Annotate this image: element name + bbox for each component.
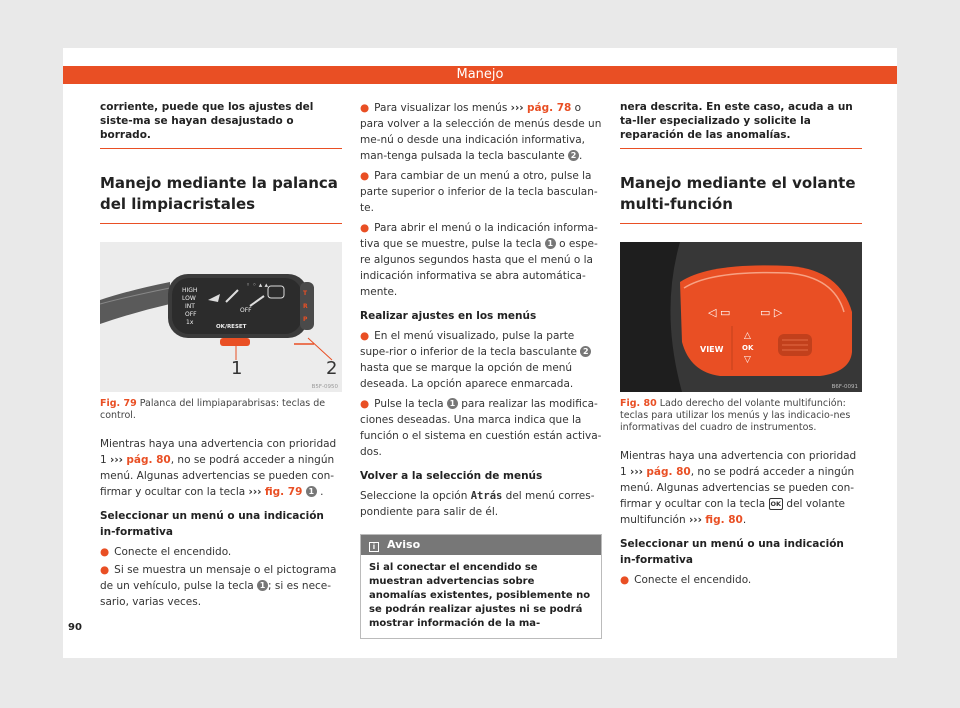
link-fig-79[interactable]: fig. 79 <box>264 486 303 498</box>
lever-label-low: LOW <box>182 295 196 302</box>
chapter-header: Manejo <box>63 66 897 84</box>
key-badge-1: 1 <box>447 398 458 409</box>
lever-label-off: OFF <box>185 311 197 318</box>
notice-continuation: nera descrita. En este caso, acuda a un ta-ller especializado y solicite la reparación de las anomalías. <box>620 101 853 141</box>
figure-code: B6F-0091 <box>831 384 858 390</box>
ok-key-icon: OK <box>770 500 782 508</box>
lever-side-r: R <box>303 303 308 310</box>
section-title-multifunction-wheel: Manejo mediante el volante multi-función <box>620 173 862 224</box>
lever-side-p: P <box>303 316 308 323</box>
notice-text: Si al conectar el encendido se muestran advertencias sobre anomalías existentes, posiblemente no se podrán realizar ajustes ni se podrá mostrar información de la ma- <box>369 562 591 629</box>
svg-text:◁ ▭: ◁ ▭ <box>708 306 731 319</box>
link-pag-78[interactable]: pág. 78 <box>526 102 572 114</box>
link-pag-80[interactable]: pág. 80 <box>126 454 171 466</box>
figure-80 <box>620 242 862 392</box>
bullet-ignition: ● Conecte el encendido. <box>620 574 752 586</box>
lever-side-t: T <box>303 290 308 297</box>
caption-text: Lado derecho del volante multifunción: teclas para utilizar los menús y las indicacio-nes informativas del cuadro de instrumentos. <box>620 398 851 433</box>
bullet-view-menus: ● Para visualizar los menús ››› pág. 78 o para volver a la selección de menús desde un me-nú o desde una indicación informativa, man-tenga pulsada la tecla basculante 2 . <box>360 102 602 162</box>
figure-79 <box>100 242 342 392</box>
callout-1: 1 <box>231 358 243 379</box>
wheel-view-label: VIEW <box>700 345 724 354</box>
section-title-wiper-lever: Manejo mediante la palanca del limpiacristales <box>100 173 342 224</box>
caption-label: Fig. 79 <box>100 398 137 409</box>
notice-header <box>361 535 601 555</box>
figure-code: B5F-0950 <box>311 384 338 390</box>
key-badge-1: 1 <box>545 238 556 249</box>
key-badge-1: 1 <box>257 580 268 591</box>
svg-text:▭ ▷: ▭ ▷ <box>760 306 783 319</box>
notice-title: Aviso <box>387 538 421 551</box>
callout-2: 2 <box>326 358 338 379</box>
subhead-select-menu: Seleccionar un menú o una indicación in-formativa <box>100 510 324 538</box>
key-badge-2: 2 <box>568 150 579 161</box>
subhead-back: Volver a la selección de menús <box>360 470 543 482</box>
bullet-apply-change: ● Pulse la tecla 1 para realizar las modifica-ciones deseadas. Una marca indica que la función o el sistema en cuestión están activa-dos. <box>360 398 602 458</box>
bullet-ignition: ● Conecte el encendido. <box>100 546 232 558</box>
link-pag-80[interactable]: pág. 80 <box>646 466 691 478</box>
link-fig-80[interactable]: fig. 80 <box>705 514 743 526</box>
info-icon: i <box>369 542 379 552</box>
lever-label-high: HIGH <box>182 287 198 294</box>
paragraph-priority-warning: Mientras haya una advertencia con prioridad 1 ››› pág. 80, no se podrá acceder a ningún menú. Algunas advertencias se pueden con-firmar y ocultar con la tecla OK del volante multifunción ››› fig. 80. <box>620 450 857 526</box>
svg-text:▽: ▽ <box>744 355 751 365</box>
lever-label-int: INT <box>185 303 195 310</box>
bullet-change-menu: ● Para cambiar de un menú a otro, pulse la parte superior o inferior de la tecla basculan-te. <box>360 170 598 214</box>
lever-label-off-rear: OFF <box>240 307 252 314</box>
bullet-open-menu: ● Para abrir el menú o la indicación informa-tiva que se muestre, pulse la tecla 1 o espe-re algunos segundos hasta que el menú o la indicación informativa se abra automática-mente. <box>360 222 598 298</box>
bullet-press-key: ● Si se muestra un mensaje o el pictograma de un vehículo, pulse la tecla 1 ; si es nece-sario, varias veces. <box>100 564 337 608</box>
wheel-ok-label: OK <box>742 344 754 352</box>
column-left <box>100 100 342 610</box>
wiper-lever-illustration <box>100 242 342 392</box>
lever-ok-reset-label: OK/RESET <box>216 324 247 330</box>
subhead-select-menu: Seleccionar un menú o una indicación in-formativa <box>620 538 844 566</box>
subhead-settings: Realizar ajustes en los menús <box>360 310 537 322</box>
figure-caption <box>620 398 862 434</box>
svg-text:△: △ <box>744 331 751 341</box>
bullet-menu-adjust: ● En el menú visualizado, pulse la parte supe-rior o inferior de la tecla basculante 2 hasta que se marque la opción de menú deseada. La opción aparece enmarcada. <box>360 328 602 392</box>
manual-page <box>63 48 897 658</box>
paragraph-priority-warning: Mientras haya una advertencia con prioridad 1 ››› pág. 80, no se podrá acceder a ningún menú. Algunas advertencias se pueden con-firmar y ocultar con la tecla ››› fig. 79 1 . <box>100 438 337 498</box>
page-number: 90 <box>68 622 82 633</box>
caption-label: Fig. 80 <box>620 398 657 409</box>
figure-caption <box>100 398 342 422</box>
menu-option-atras: Atrás <box>470 490 503 502</box>
caption-text: Palanca del limpiaparabrisas: teclas de control. <box>100 398 326 421</box>
notice-box <box>360 534 602 639</box>
paragraph-back: Seleccione la opción Atrás del menú corres-pondiente para salir de él. <box>360 490 595 518</box>
lever-label-1x: 1x <box>186 319 194 326</box>
column-right <box>620 100 862 588</box>
key-badge-2: 2 <box>580 346 591 357</box>
key-badge-1: 1 <box>306 486 317 497</box>
svg-text:◦ ◦ ▴ ▴: ◦ ◦ ▴ ▴ <box>246 281 268 289</box>
steering-wheel-illustration <box>620 242 862 392</box>
intro-continuation: corriente, puede que los ajustes del siste-ma se hayan desajustado o borrado. <box>100 101 314 141</box>
column-middle <box>360 100 602 639</box>
